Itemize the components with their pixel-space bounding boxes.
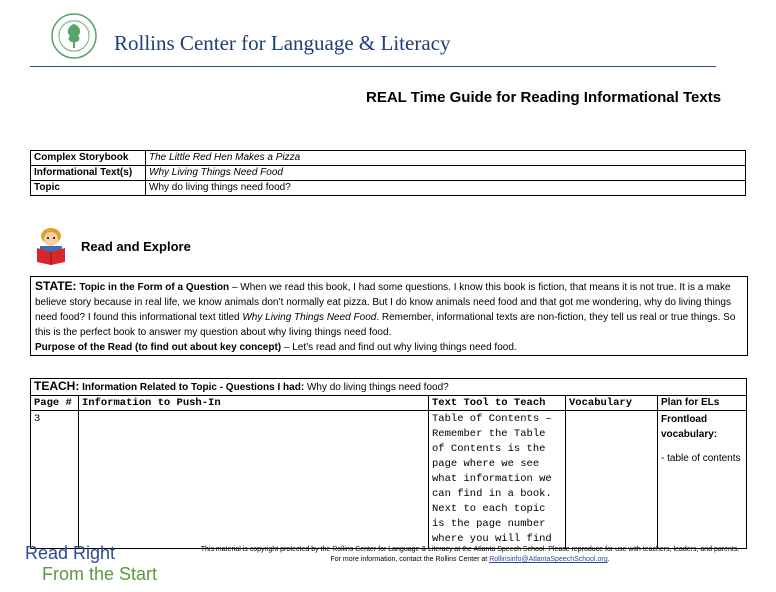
copyright-text: This material is copyright protected by the Rollins Center for Language & Literacy at the Atlanta Speech School. Please reproduce for use with teachers, leaders, and parents. For more information, contact the Rollins Center at (200, 546, 740, 563)
info-label: Complex Storybook (31, 151, 146, 166)
teach-column-headers (31, 396, 747, 411)
plan-for-els-cell (658, 411, 747, 549)
state-text-continued: . Remember, informational texts are non-fiction, they tell us real or true things. So this is the perfect book to answer my question about why living things need food. (35, 312, 736, 338)
purpose-text: – Let’s read and find out why living things need food. (281, 342, 517, 353)
state-label: STATE: (35, 279, 77, 293)
book-info-table (30, 150, 746, 196)
column-header-text-tool: Text Tool to Teach (429, 396, 566, 411)
read-right-logo-line2: From the Start (42, 564, 158, 584)
column-header-information: Information to Push-In (79, 396, 429, 411)
rollins-seal-logo (50, 12, 98, 60)
table-row (31, 181, 746, 196)
vocabulary-cell (566, 411, 658, 549)
page-number-cell: 3 (31, 411, 79, 549)
teach-heading (31, 379, 747, 396)
info-label: Topic (31, 181, 146, 196)
copyright-end: . (607, 556, 610, 563)
state-text: – When we read this book, I had some questions. I know this book is fiction, that means it is not true. It is a make believe story because in real life, we know animals don’t normally eat pizza. But I do know animals need food and that got me wondering, why do living things need food? I found this informational text titled (35, 282, 731, 323)
els-vocab-list: - table of contents (661, 453, 741, 464)
copyright-notice (200, 545, 740, 565)
teach-heading-text: Information Related to Topic - Questions I had: (82, 382, 305, 393)
table-row (31, 166, 746, 181)
header-divider (30, 66, 716, 67)
state-box (30, 276, 748, 356)
read-right-logo-line1: Read Right (25, 543, 116, 563)
section-heading: Read and Explore (81, 239, 191, 254)
table-row (31, 151, 746, 166)
info-value: Why do living things need food? (146, 181, 746, 196)
info-label: Informational Text(s) (31, 166, 146, 181)
info-value: The Little Red Hen Makes a Pizza (146, 151, 746, 166)
document-title: REAL Time Guide for Reading Informational Texts (366, 89, 722, 106)
org-name: Rollins Center for Language & Literacy (114, 31, 451, 55)
contact-email-link[interactable]: Rollinsinfo@AtlantaSpeechSchool.org (489, 556, 608, 563)
teach-question: Why do living things need food? (306, 382, 449, 393)
column-header-page: Page # (31, 396, 79, 411)
info-value: Why Living Things Need Food (146, 166, 746, 181)
els-frontload-label: Frontload vocabulary: (661, 414, 718, 440)
teach-table (30, 378, 747, 549)
purpose-label: Purpose of the Read (to find out about key concept) (35, 342, 282, 353)
information-cell (79, 411, 429, 549)
column-header-plan-for-els: Plan for ELs (658, 396, 747, 411)
state-topic-label: Topic in the Form of a Question (79, 282, 230, 293)
table-row (31, 411, 747, 549)
teach-heading-row (31, 379, 747, 396)
text-tool-cell: Table of Contents – Remember the Table of Contents is the page where we see what information we can find in a book. Next to each topic is the page number where you will find (429, 411, 566, 549)
column-header-vocabulary: Vocabulary (566, 396, 658, 411)
state-book-title: Why Living Things Need Food (242, 312, 377, 323)
teach-label: TEACH: (34, 379, 80, 393)
child-reading-icon (33, 226, 69, 266)
